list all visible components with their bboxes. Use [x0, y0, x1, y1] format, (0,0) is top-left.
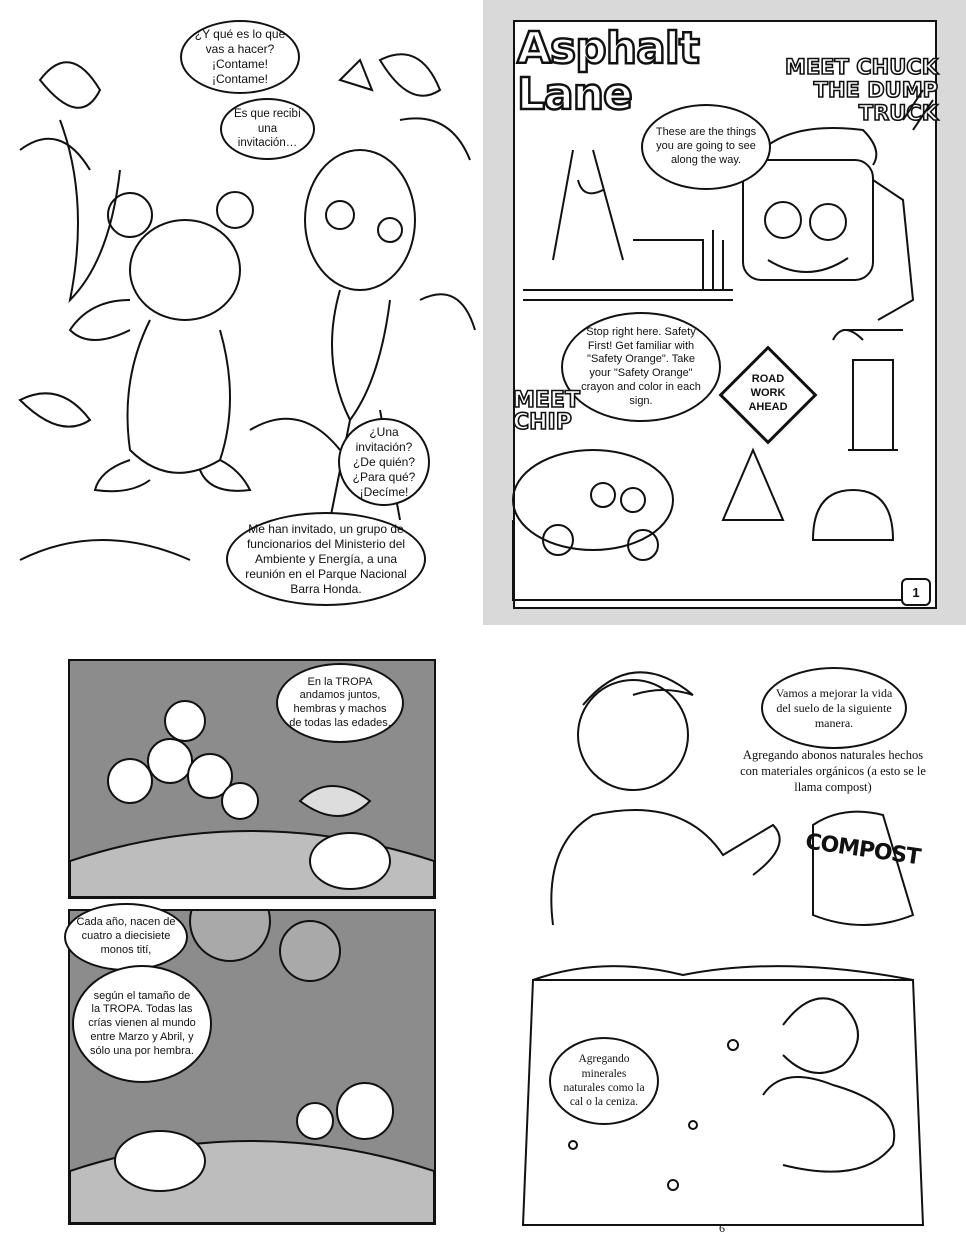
- speech-text: Stop right here. Safety First! Get familiar with "Safety Orange". Take your "Safety Orange" crayon and color in each sign.: [581, 325, 701, 407]
- coloring-page-asphalt-lane: [483, 0, 966, 625]
- page-number: 6: [719, 1221, 725, 1235]
- coloring-page-monkeys: [0, 625, 483, 1250]
- speech-bubble: [761, 667, 907, 749]
- speech-text: En la TROPA andamos juntos, hembras y machos de todas las edades.: [289, 675, 391, 729]
- compost-bag-label: COMPOST: [803, 829, 922, 871]
- speech-text: Cada año, nacen de cuatro a diecisiete monos tití,: [76, 916, 176, 956]
- speech-text: ¿Una invitación? ¿De quién? ¿Para qué? ¡Decíme!: [352, 424, 416, 499]
- speech-bubble: [220, 98, 315, 160]
- speech-text: ¿Y qué es lo que vas a hacer? ¡Contame! ¡Contame!: [194, 27, 286, 86]
- page-title: Asphalt Lane: [517, 23, 699, 120]
- speech-bubble: [72, 965, 212, 1083]
- speech-text: Vamos a mejorar la vida del suelo de la siguiente manera.: [775, 685, 893, 730]
- speech-bubble: [276, 663, 404, 743]
- speech-text: These are the things you are going to see along the way.: [655, 126, 757, 166]
- speech-bubble: [64, 903, 188, 971]
- character-heading: MEET CHUCK THE DUMP TRUCK: [785, 55, 938, 125]
- road-sign-text: ROAD WORK AHEAD: [748, 373, 788, 413]
- speech-bubble: [641, 104, 771, 190]
- speech-text: Es que recibí una invitación…: [233, 108, 302, 150]
- page-number: 1: [901, 578, 931, 606]
- speech-text: Me han invitado, un grupo de funcionarios del Ministerio del Ambiente y Energía, a una reunión en el Parque Nacional Barra Honda.: [245, 521, 407, 596]
- speech-bubble: [549, 1037, 659, 1125]
- caption-text: Agregando abonos naturales hechos con materiales orgánicos (a esto se le llama compost): [740, 748, 926, 794]
- character-heading: MEET CHIP: [513, 388, 580, 435]
- speech-text: Agregando minerales naturales como la cal o la ceniza.: [563, 1053, 645, 1109]
- speech-bubble: [338, 418, 430, 506]
- coloring-page-jungle: [0, 0, 483, 625]
- speech-bubble: [226, 512, 426, 606]
- construction-illustration: [483, 0, 966, 625]
- coloring-page-compost: [483, 625, 966, 1250]
- speech-bubble: [180, 20, 300, 94]
- speech-text: según el tamaño de la TROPA. Todas las crías vienen al mundo entre Marzo y Abril, y sólo una por hembra.: [88, 989, 196, 1057]
- speech-bubble: [561, 312, 721, 422]
